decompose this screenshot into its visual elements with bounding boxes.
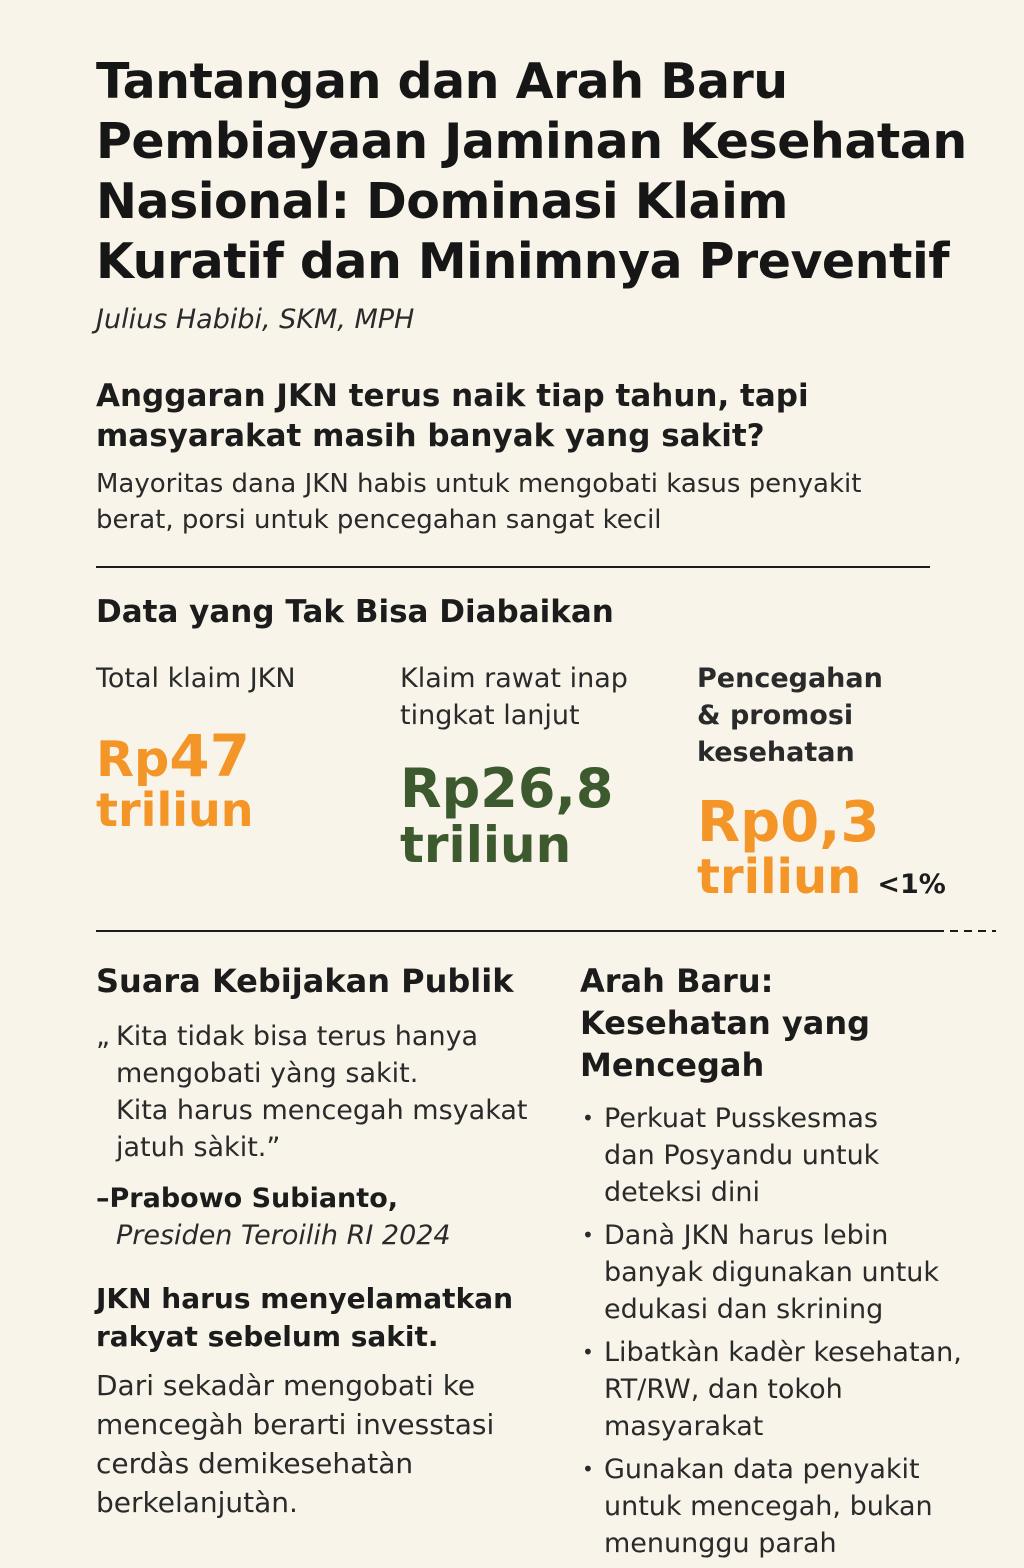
title-line: Kuratif dan Minimnya Preventif [96,233,950,290]
policy-body-line: mencegàh berarti invesstasi [96,1408,495,1441]
stat-unit: triliun [96,783,254,837]
policy-heading [96,960,556,1002]
stat-prevention [697,660,946,905]
data-section-heading: Data yang Tak Bisa Diabaikan [96,594,614,630]
speaker-role: Presiden Teroilih RI 2024 [116,1220,451,1251]
bullet-dot-icon: • [582,1223,594,1247]
lead-summary-line: Mayoritas dana JKN habis untuk mengobati kasus penyakit [96,469,862,499]
stat-unit: triliun [697,849,862,905]
stat-value [96,722,296,837]
list-item [580,1334,1000,1445]
list-item-line: masyarakat [604,1411,764,1442]
policy-body-line: cerdàs demikesehatàn [96,1447,414,1480]
list-item-line: Danà JKN harus lebin [604,1220,889,1251]
list-item-line: deteksi dini [604,1177,760,1208]
list-item-line: edukasi dan skrining [604,1294,884,1325]
stat-label [697,660,946,771]
speaker-name: –Prabowo Subianto, [96,1183,398,1214]
policy-body-line: Dari sekadàr mengobati ke [96,1369,476,1402]
list-item-line: menunggu parah [604,1528,837,1559]
stat-label-line: kesehatan [697,737,855,768]
stat-number: 47 [169,722,250,790]
stat-label-line: Total klaim JKN [96,663,296,694]
policy-subheading [96,1280,556,1356]
stat-number: 26,8 [480,757,614,820]
stat-currency: Rp [96,730,170,788]
lead-question-line: Anggaran JKN terus naik tiap tahun, tapi [96,378,809,414]
policy-subheading-line: JKN harus menyelamatkan [96,1282,514,1315]
list-item-line: Perkuat Pusskesmas [604,1103,878,1134]
list-item [580,1100,1000,1211]
policy-body-line: berkelanjutàn. [96,1486,298,1519]
page-title [96,52,996,292]
stat-inpatient-claims [400,660,628,874]
divider [96,930,936,932]
title-line: Pembiayaan Jaminan Kesehatan [96,113,967,170]
stat-label-line: tingkat lanjut [400,700,580,731]
policy-body [96,1366,556,1522]
quote-attribution [96,1180,556,1254]
quote-line: Kita tidak bisa terus hanya [116,1021,479,1052]
stat-label [400,660,628,734]
stat-value [697,790,946,905]
divider [96,566,930,568]
stat-amount [400,757,628,820]
bullet-dot-icon: • [582,1340,594,1364]
policy-heading-text: Suara Kebijakan Publik [96,962,514,1000]
direction-list [580,1100,1000,1562]
stat-label-line: Pencegahan [697,663,883,694]
stat-total-claims [96,660,296,837]
title-line: Nasional: Dominasi Klaim [96,173,788,230]
lead-summary [96,466,956,538]
direction-heading-line: Arah Baru: [580,962,774,1000]
policy-column [96,960,556,1522]
stat-percentage-note: <1% [877,869,946,900]
direction-heading-line: Mencegah [580,1046,765,1084]
stat-amount [96,722,296,790]
list-item [580,1217,1000,1328]
direction-heading [580,960,1000,1086]
policy-quote [96,1018,556,1166]
stat-currency: Rp [400,757,481,820]
title-line: Tantangan dan Arah Baru [96,53,788,110]
stat-label-line: Klaim rawat inap [400,663,628,694]
quote-open-mark: „ [96,1021,110,1052]
list-item-line: RT/RW, dan tokoh [604,1374,843,1405]
quote-line: Kita harus mencegah msyakat [116,1095,528,1126]
policy-subheading-line: rakyat sebelum sakit. [96,1320,439,1353]
lead-question [96,376,956,456]
stat-unit: triliun [400,816,572,874]
stat-amount [697,790,946,855]
list-item [580,1451,1000,1562]
lead-summary-line: berat, porsi untuk pencegahan sangat kecil [96,505,662,535]
quote-line: mengobati yàng sakit. [116,1058,419,1089]
list-item-line: banyak digunakan untuk [604,1257,940,1288]
bullet-dot-icon: • [582,1106,594,1130]
list-item-line: Libatkàn kadèr kesehatan, [604,1337,962,1368]
stat-label [96,660,296,697]
author-byline: Julius Habibi, SKM, MPH [96,304,415,335]
divider-dashed [936,930,996,932]
bullet-dot-icon: • [582,1457,594,1481]
lead-question-line: masyarakat masih banyak yang sakit? [96,418,765,454]
quote-line: jatuh sàkit.” [116,1132,281,1163]
stat-number: 0,3 [780,790,880,855]
stat-label-line: & promosi [697,700,854,731]
direction-column [580,960,1000,1568]
stat-currency: Rp [697,790,781,855]
list-item-line: untuk mencegah, bukan [604,1491,933,1522]
list-item-line: dan Posyandu untuk [604,1140,880,1171]
list-item-line: Gunakan data penyakit [604,1454,920,1485]
direction-heading-line: Kesehatan yang [580,1004,871,1042]
stat-value [400,757,628,874]
